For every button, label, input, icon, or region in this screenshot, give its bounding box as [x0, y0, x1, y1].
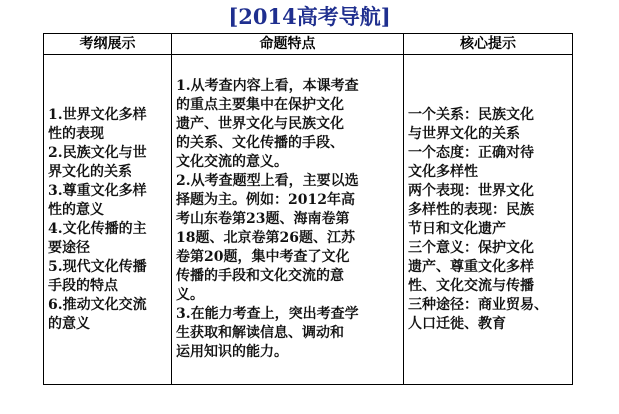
text-line: 的关系、文化传播的手段、 — [176, 135, 344, 151]
text-line: 一个关系：民族文化 — [408, 106, 534, 123]
text-line: 文化多样性 — [408, 163, 478, 180]
page-title: [2014高考导航] — [228, 4, 391, 29]
text-line: 性的表现 — [48, 125, 104, 142]
text-line: 三种途径：商业贸易、 — [408, 296, 548, 313]
syllabus-cell — [44, 55, 172, 385]
text-line: 3.尊重文化多样 — [48, 182, 147, 199]
header-syllabus: 考纲展示 — [44, 34, 172, 55]
question-features-cell — [172, 55, 404, 385]
key-tips-text — [408, 106, 568, 334]
text-line: 择题为主。例如：2012年高 — [176, 192, 355, 208]
table-header-row — [44, 34, 573, 55]
text-line: 传播的手段和文化交流的意 — [176, 268, 344, 284]
text-line: 文化交流的意义。 — [176, 154, 288, 170]
text-line: 运用知识的能力。 — [176, 344, 288, 360]
text-line: 1.世界文化多样 — [48, 106, 147, 123]
text-line: 两个表现：世界文化 — [408, 182, 534, 199]
question-features-text — [176, 77, 399, 362]
header-key-tips: 核心提示 — [404, 34, 573, 55]
text-line: 3.在能力考查上，突出考查学 — [176, 306, 359, 322]
text-line: 人口迁徙、教育 — [408, 315, 506, 332]
text-line: 遗产、尊重文化多样 — [408, 258, 534, 275]
text-line: 与世界文化的关系 — [408, 125, 520, 142]
text-line: 手段的特点 — [48, 277, 118, 294]
text-line: 5.现代文化传播 — [48, 258, 147, 275]
text-line: 6.推动文化交流 — [48, 296, 147, 313]
text-line: 卷第20题，集中考查了文化 — [176, 249, 350, 265]
exam-guide-table — [43, 33, 573, 385]
syllabus-text — [48, 106, 167, 334]
text-line: 4.文化传播的主 — [48, 220, 147, 237]
text-line: 性的意义 — [48, 201, 104, 218]
text-line: 多样性的表现：民族 — [408, 201, 534, 218]
text-line: 节日和文化遗产 — [408, 220, 506, 237]
text-line: 三个意义：保护文化 — [408, 239, 534, 256]
text-line: 性、文化交流与传播 — [408, 277, 534, 294]
text-line: 18题、北京卷第26题、江苏 — [176, 230, 355, 246]
text-line: 1.从考查内容上看，本课考查 — [176, 78, 359, 94]
text-line: 遗产、世界文化与民族文化 — [176, 116, 344, 132]
text-line: 界文化的关系 — [48, 163, 132, 180]
text-line: 义。 — [176, 287, 204, 303]
text-line: 的重点主要集中在保护文化 — [176, 97, 344, 113]
header-question-features: 命题特点 — [172, 34, 404, 55]
text-line: 生获取和解读信息、调动和 — [176, 325, 344, 341]
table-row — [44, 55, 573, 385]
key-tips-cell — [404, 55, 573, 385]
text-line: 2.民族文化与世 — [48, 144, 147, 161]
text-line: 一个态度：正确对待 — [408, 144, 534, 161]
text-line: 2.从考查题型上看，主要以选 — [176, 173, 359, 189]
text-line: 的意义 — [48, 315, 90, 332]
text-line: 考山东卷第23题、海南卷第 — [176, 211, 350, 227]
text-line: 要途径 — [48, 239, 90, 256]
